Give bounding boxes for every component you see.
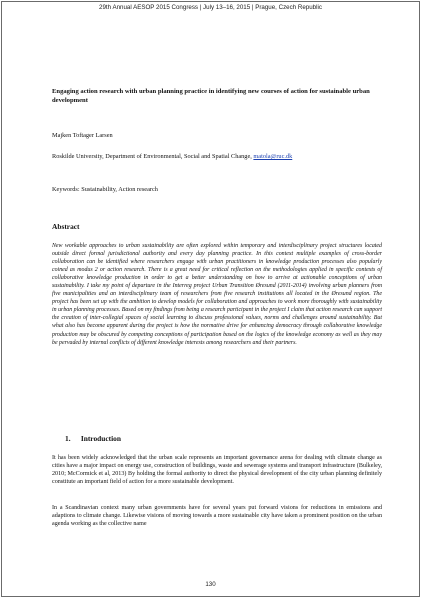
page bbox=[1, 1, 420, 597]
section-number: 1. bbox=[65, 434, 71, 443]
abstract-heading: Abstract bbox=[52, 222, 80, 231]
conference-header: 29th Annual AESOP 2015 Congress | July 13–16, 2015 | Prague, Czech Republic bbox=[99, 4, 322, 11]
paper-title: Engaging action research with urban planning practice in identifying new courses of action for sustainable urban development bbox=[52, 88, 370, 104]
abstract-body bbox=[52, 242, 382, 347]
author-email-link[interactable]: matola@ruc.dk bbox=[253, 153, 293, 160]
abstract-text: New workable approaches to urban sustainability are often explored within temporary and interdisciplinary project structures located outside direct formal jurisdictional authority and every day planning practice. In this context multiple examples of cross-border collaboration can be identified where researchers engage with urban practitioners in knowledge production processes also popularly coined as modus 2 or action research. There is a great need for critical reflection on the methodologies applied in specific contexts of collaborative knowledge production in order to get a better understanding on how to arrive at actionable conceptions of urban sustainability. I take my point of departure in the Interreg project Urban Transition Øresund (2011-2014) involving urban planners from five municipalities and an interdisciplinary team of researchers from five research institutions all located in the Øresund region. The project has been set up with the ambition to develop models for collaboration and approaches to work more thoroughly with sustainability in urban planning processes. Based on my findings from being a research participant in the project I claim that action research can support the creation of inter-collegial spaces of social learning to discuss professional values, norms and challenges around sustainability. But what also has become apparent during the project is how the normative drive for enhancing democracy through collaborative knowledge production may be obscured by competing conceptions of participation based on the logics of the knowledge economy as well as they may be pervaded by internal conflicts of different knowledge interests among researchers and their partners. bbox=[52, 243, 382, 346]
author-affiliation bbox=[52, 153, 292, 160]
keywords: Keywords: Sustainability, Action research bbox=[52, 186, 158, 193]
author-name: Majken Toftager Larsen bbox=[52, 132, 113, 139]
intro-paragraph-1: It has been widely acknowledged that the urban scale represents an important governance arena for dealing with climate change as cities have a major impact on energy use, construction of buildings, waste and sewerage systems and transport infrastructure (Bulkeley, 2010; McCormick et al, 2013) By holding the formal authority to direct the physical development of the city urban planning definitely constitute an important field of action for a more sustainable development. bbox=[52, 455, 382, 486]
intro-paragraph-2: In a Scandinavian context many urban governments have for several years put forward visions for reductions in emissions and adaptions to climate change. Likewise visions of moving towards a more sustainable city have taken a prominent position on the urban agenda working as the collective name bbox=[52, 505, 382, 528]
affiliation-text: Roskilde University, Department of Environmental, Social and Spatial Change, bbox=[52, 153, 252, 160]
section-title: Introduction bbox=[80, 434, 121, 443]
page-number: 130 bbox=[205, 581, 216, 588]
section-heading-introduction bbox=[65, 434, 121, 443]
